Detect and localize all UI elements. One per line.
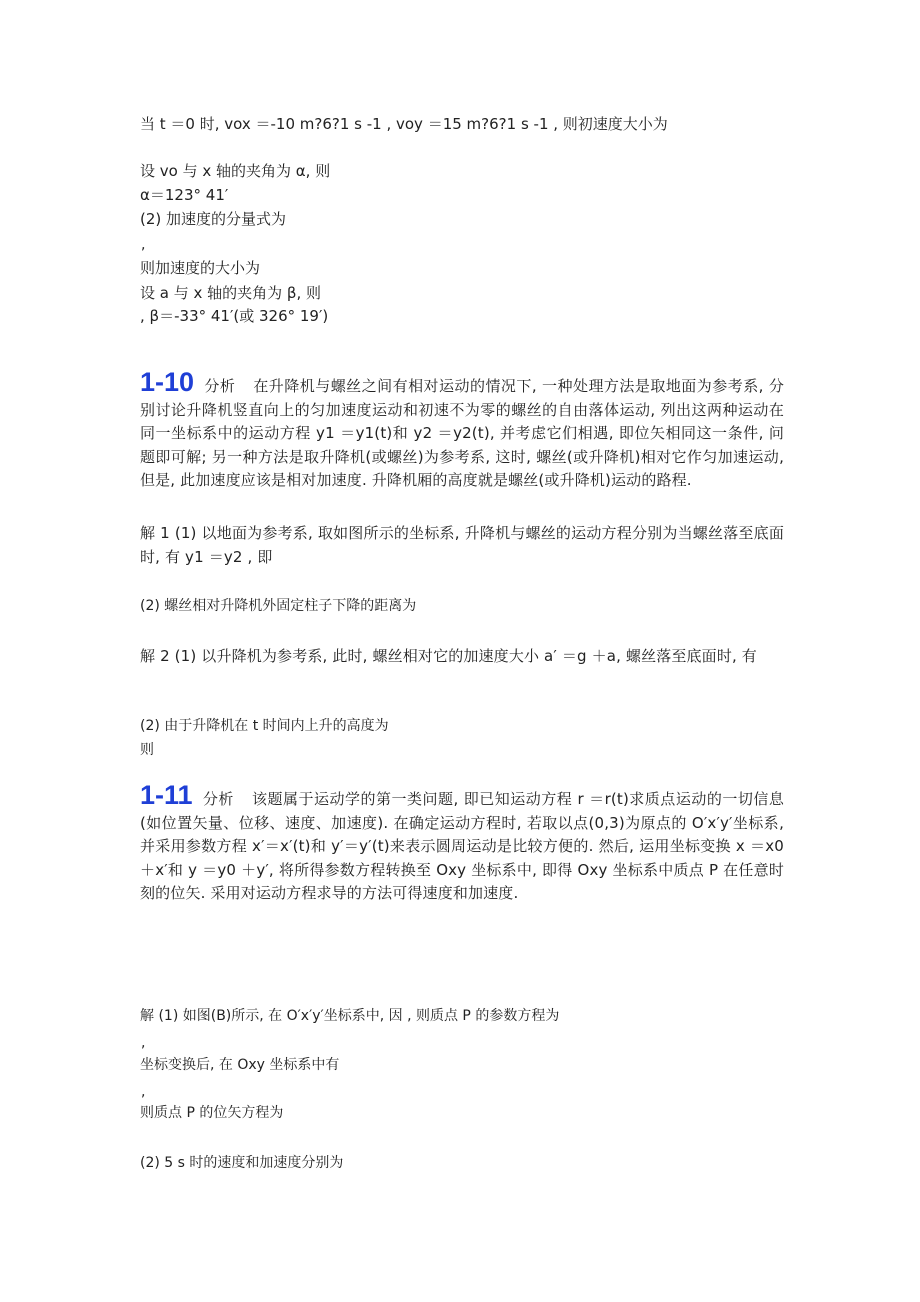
section-1-10-solution-1-part-2: (2) 螺丝相对升降机外固定柱子下降的距离为 — [140, 598, 417, 614]
analysis-text: 该题属于运动学的第一类问题, 即已知运动方程 r ＝r(t)求质点运动的一切信息(如位置矢量、位移、速度、加速度). 在确定运动方程时, 若取以点(0,3)为原点的 O′x′y′坐标系, 并采用参数方程 x′＝x′(t)和 y′＝y′(t)来表示圆周运动是比较方便的. 然后, 运用坐标变换 x ＝x0 ＋x′和 y ＝y0 ＋y′, 将所得参数方程转换至 Oxy 坐标系中, 即得 Oxy 坐标系中质点 P 在任意时刻的位矢. 采用对运动方程求导的方法可得速度和加速度. — [140, 790, 784, 903]
problem-number-1-10: 1-10 — [140, 367, 195, 397]
section-1-11-solution-1: 解 (1) 如图(B)所示, 在 O′x′y′坐标系中, 因 , 则质点 P 的参数方程为 — [140, 1008, 560, 1024]
section-1-11-analysis — [140, 780, 784, 906]
analysis-label: 分析 — [204, 377, 236, 395]
text-line-beta-value: , β＝-33° 41′(或 326° 19′) — [140, 307, 329, 325]
section-1-11-solution-4: (2) 5 s 时的速度和加速度分别为 — [140, 1155, 344, 1171]
text-line-acceleration-magnitude: 则加速度的大小为 — [140, 259, 261, 277]
section-1-10-solution-1: 解 1 (1) 以地面为参考系, 取如图所示的坐标系, 升降机与螺丝的运动方程分别为当螺丝落至底面时, 有 y1 ＝y2 , 即 — [140, 524, 784, 566]
text-comma: , — [141, 1084, 146, 1100]
text-line-acceleration-components: (2) 加速度的分量式为 — [140, 210, 287, 228]
problem-number-1-11: 1-11 — [140, 780, 193, 810]
analysis-label: 分析 — [202, 790, 234, 808]
section-1-11-solution-2: 坐标变换后, 在 Oxy 坐标系中有 — [140, 1057, 340, 1073]
section-1-10-solution-2-part-2: (2) 由于升降机在 t 时间内上升的高度为 — [140, 718, 389, 734]
text-line-alpha-value: α＝123° 41′ — [140, 186, 229, 204]
text-line-angle-alpha: 设 vo 与 x 轴的夹角为 α, 则 — [140, 162, 331, 180]
section-1-10-analysis — [140, 367, 784, 493]
section-1-11-solution-3: 则质点 P 的位矢方程为 — [140, 1105, 284, 1121]
text-line-initial-velocity: 当 t ＝0 时, vox ＝-10 m?6?1 s -1 , voy ＝15 m?6?1 s -1 , 则初速度大小为 — [140, 115, 668, 133]
analysis-text: 在升降机与螺丝之间有相对运动的情况下, 一种处理方法是取地面为参考系, 分别讨论升降机竖直向上的匀加速度运动和初速不为零的螺丝的自由落体运动, 列出这两种运动在同一坐标系中的运动方程 y1 ＝y1(t)和 y2 ＝y2(t), 并考虑它们相遇, 即位矢相同这一条件, 问题即可解; 另一种方法是取升降机(或螺丝)为参考系, 这时, 螺丝(或升降机)相对它作匀加速运动, 但是, 此加速度应该是相对加速度. 升降机厢的高度就是螺丝(或升降机)运动的路程. — [140, 377, 784, 490]
text-line-angle-beta: 设 a 与 x 轴的夹角为 β, 则 — [140, 284, 322, 302]
text-comma: , — [141, 1035, 146, 1051]
section-1-10-solution-2-part-3: 则 — [140, 742, 154, 758]
text-comma: , — [141, 237, 146, 253]
section-1-10-solution-2: 解 2 (1) 以升降机为参考系, 此时, 螺丝相对它的加速度大小 a′ ＝g ＋a, 螺丝落至底面时, 有 — [140, 647, 757, 665]
